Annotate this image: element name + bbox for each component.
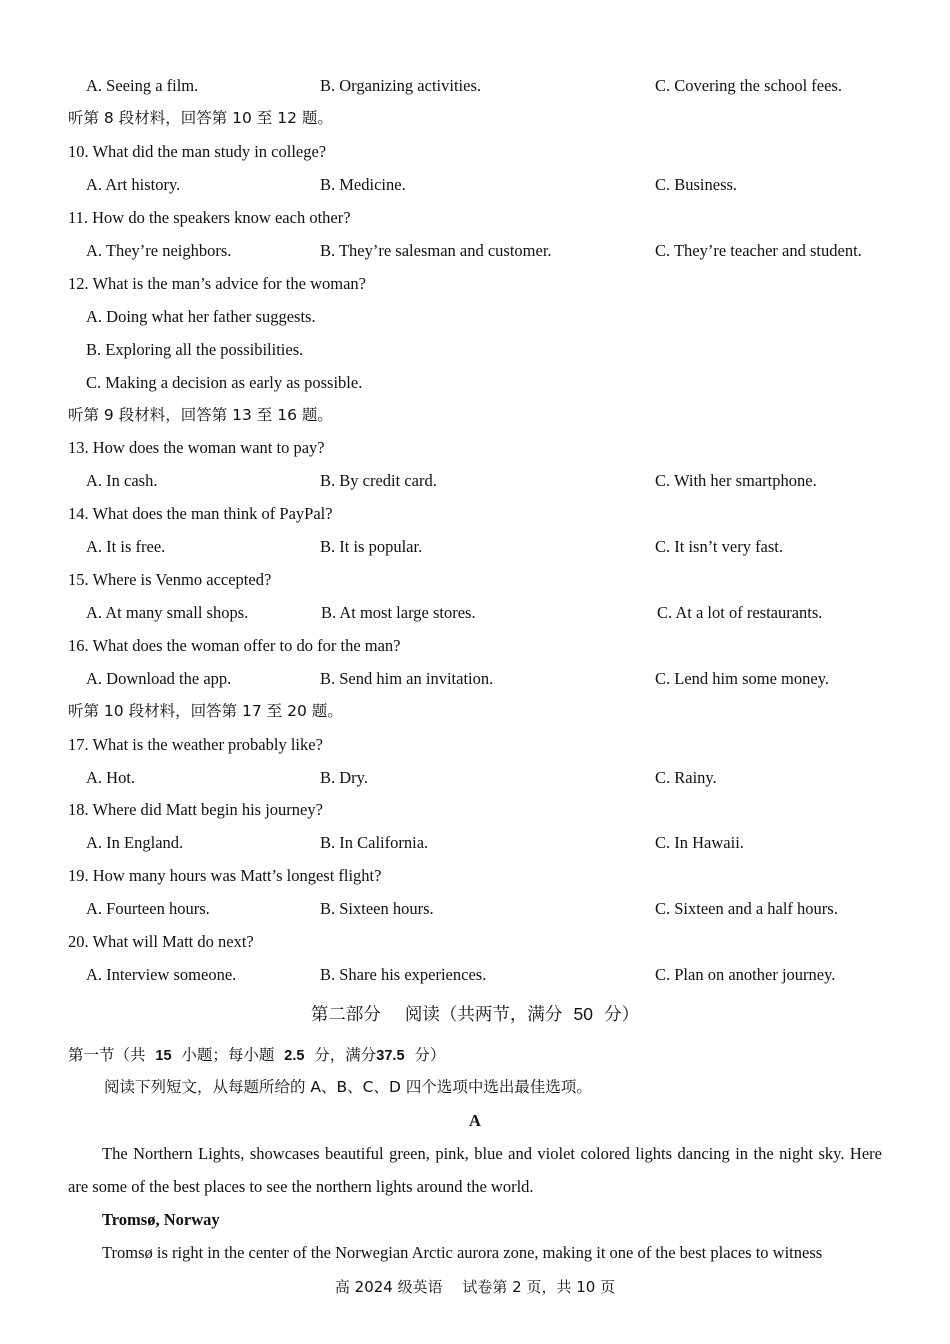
- part2-unit: 分）: [604, 1005, 640, 1025]
- q9-option-a: A. Seeing a film.: [86, 76, 199, 95]
- q14-option-a: A. It is free.: [86, 537, 166, 556]
- q18-stem: 18. Where did Matt begin his journey?: [68, 800, 323, 819]
- q15-option-a: A. At many small shops.: [86, 603, 249, 622]
- part2-label: 第二部分: [310, 1005, 381, 1025]
- section1-pre: 第一节（共: [68, 1046, 146, 1064]
- q20-option-c: C. Plan on another journey.: [655, 965, 836, 984]
- section1-heading: [68, 1045, 445, 1066]
- section1-mid2: 分，满分: [314, 1046, 377, 1064]
- section1-count: 15: [155, 1048, 172, 1064]
- passage-heading: Tromsø, Norway: [102, 1210, 220, 1229]
- passage-intro: [68, 1137, 882, 1203]
- q15-option-c: C. At a lot of restaurants.: [657, 603, 823, 622]
- q15-option-b: B. At most large stores.: [321, 603, 476, 622]
- q17-option-b: B. Dry.: [320, 768, 368, 787]
- q18-option-b: B. In California.: [320, 833, 429, 852]
- q17-option-a: A. Hot.: [86, 768, 136, 787]
- q12-option-a: A. Doing what her father suggests.: [86, 307, 316, 326]
- q10-option-b: B. Medicine.: [320, 175, 406, 194]
- q17-option-c: C. Rainy.: [655, 768, 717, 787]
- q16-option-c: C. Lend him some money.: [655, 669, 829, 688]
- q13-stem: 13. How does the woman want to pay?: [68, 438, 325, 457]
- q16-option-a: A. Download the app.: [86, 669, 232, 688]
- q19-stem: 19. How many hours was Matt’s longest flight?: [68, 866, 382, 885]
- q11-option-a: A. They’re neighbors.: [86, 241, 232, 260]
- q13-option-c: C. With her smartphone.: [655, 471, 817, 490]
- q14-option-b: B. It is popular.: [320, 537, 423, 556]
- part2-score: 50: [573, 1004, 593, 1024]
- q10-option-c: C. Business.: [655, 175, 738, 194]
- q10-stem: 10. What did the man study in college?: [68, 142, 327, 161]
- instruction-passage-8: 听第 8 段材料，回答第 10 至 12 题。: [68, 109, 333, 127]
- q12-stem: 12. What is the man’s advice for the woman?: [68, 274, 366, 293]
- q19-option-a: A. Fourteen hours.: [86, 899, 210, 918]
- q16-option-b: B. Send him an invitation.: [320, 669, 494, 688]
- q11-option-c: C. They’re teacher and student.: [655, 241, 862, 260]
- q14-option-c: C. It isn’t very fast.: [655, 537, 784, 556]
- q11-option-b: B. They’re salesman and customer.: [320, 241, 552, 260]
- q9-option-c: C. Covering the school fees.: [655, 76, 842, 95]
- section1-total: 37.5: [376, 1048, 405, 1064]
- q12-option-c: C. Making a decision as early as possible.: [86, 373, 363, 392]
- q19-option-c: C. Sixteen and a half hours.: [655, 899, 838, 918]
- q20-option-b: B. Share his experiences.: [320, 965, 487, 984]
- q18-option-c: C. In Hawaii.: [655, 833, 744, 852]
- q13-option-a: A. In cash.: [86, 471, 158, 490]
- page-footer: 高 2024 级英语 试卷第 2 页，共 10 页: [334, 1278, 616, 1296]
- section1-mid1: 小题；每小题: [181, 1046, 275, 1064]
- passage-intro-text: The Northern Lights, showcases beautiful green, pink, blue and violet colored lights dancing in the night sky. Here are some of the best places to see the northern lights around the world.: [68, 1144, 882, 1196]
- q14-stem: 14. What does the man think of PayPal?: [68, 504, 333, 523]
- q9-option-b: B. Organizing activities.: [320, 76, 481, 95]
- q10-option-a: A. Art history.: [86, 175, 181, 194]
- passage-letter: A: [469, 1111, 481, 1130]
- part2-heading: [0, 1003, 950, 1026]
- q13-option-b: B. By credit card.: [320, 471, 437, 490]
- q16-stem: 16. What does the woman offer to do for the man?: [68, 636, 401, 655]
- q17-stem: 17. What is the weather probably like?: [68, 735, 323, 754]
- q19-option-b: B. Sixteen hours.: [320, 899, 434, 918]
- reading-instruction: 阅读下列短文，从每题所给的 A、B、C、D 四个选项中选出最佳选项。: [104, 1078, 592, 1096]
- q20-stem: 20. What will Matt do next?: [68, 932, 254, 951]
- q11-stem: 11. How do the speakers know each other?: [68, 208, 351, 227]
- passage-body: Tromsø is right in the center of the Norwegian Arctic aurora zone, making it one of the best places to witness: [102, 1243, 823, 1262]
- instruction-passage-9: 听第 9 段材料，回答第 13 至 16 题。: [68, 406, 333, 424]
- section1-each: 2.5: [284, 1048, 305, 1064]
- section1-post: 分）: [414, 1046, 446, 1064]
- instruction-passage-10: 听第 10 段材料，回答第 17 至 20 题。: [68, 702, 343, 720]
- q15-stem: 15. Where is Venmo accepted?: [68, 570, 272, 589]
- q20-option-a: A. Interview someone.: [86, 965, 237, 984]
- q18-option-a: A. In England.: [86, 833, 184, 852]
- q12-option-b: B. Exploring all the possibilities.: [86, 340, 304, 359]
- part2-title: 阅读（共两节，满分: [404, 1005, 563, 1025]
